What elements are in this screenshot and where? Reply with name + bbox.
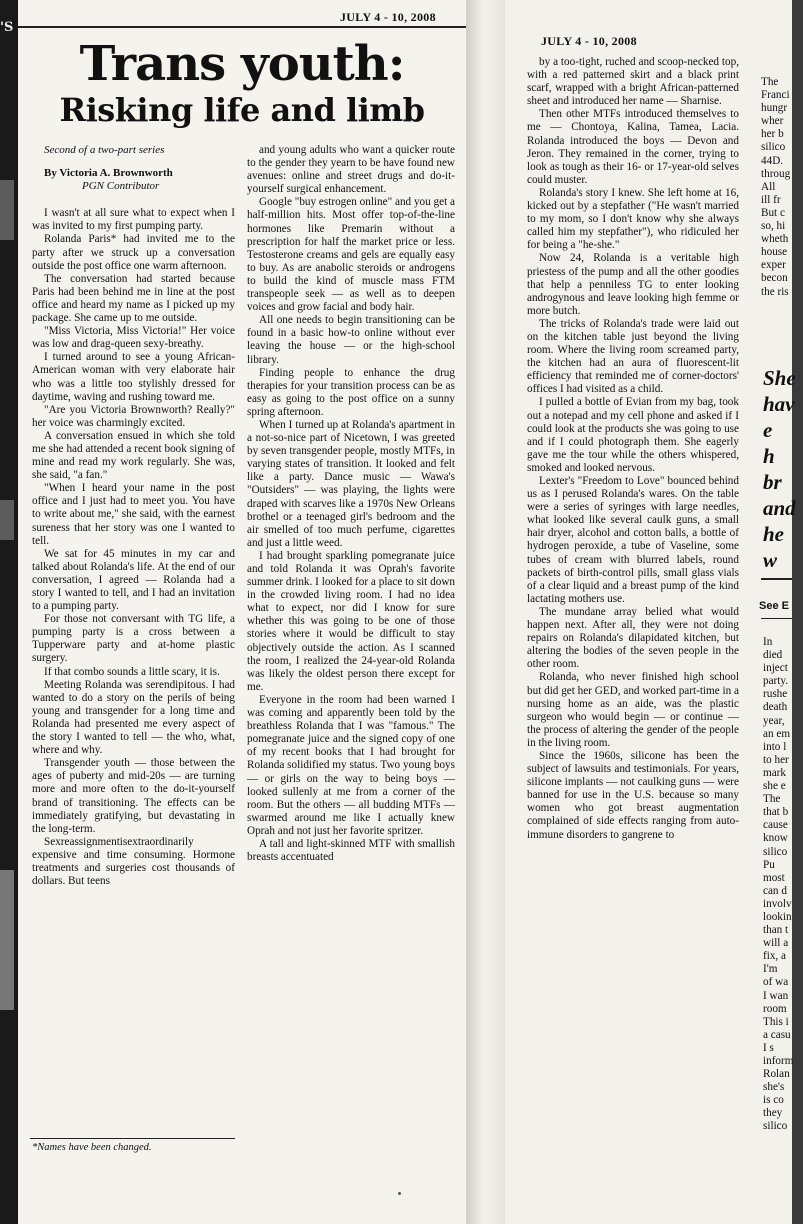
line-fragment: inject (763, 662, 788, 675)
paragraph: "Are you Victoria Brownworth? Really?" her voice was charmingly excited. (32, 403, 235, 429)
scan-smudge (0, 870, 14, 1010)
line-fragment: silico (761, 141, 786, 154)
line-fragment: can d (763, 884, 787, 897)
paragraph: Finding people to enhance the drug therapies for your transition process can be as easy as going to the post office on a sunny spring afternoon. (247, 366, 455, 418)
line-fragment: The (763, 793, 781, 806)
line-fragment: becon (761, 272, 788, 285)
line-fragment: wher (761, 115, 784, 128)
paragraph: Google "buy estrogen online" and you get a half-million hits. Most offer top-of-the-line hormones like Premarin without a prescription for half the market price or less. Testosterone creams and gels are equally easy to buy. As are anabolic steroids or androgens to build the kind of muscle mass FTM transpeople seek — as well as to deepen voices and grow facial and body hair. (247, 196, 455, 314)
paragraph: Rolanda Paris* had invited me to the party after we struck up a conversation outside the post office one warm afternoon. (32, 233, 235, 272)
pull-quote-line: and (763, 496, 796, 520)
line-fragment: house (761, 246, 788, 259)
paragraph: "When I heard your name in the post office and I just had to meet you. You have to write about me," she said, with the earnest sureness that her story was one I wanted to tell. (32, 482, 235, 547)
paragraph: Now 24, Rolanda is a veritable high priestess of the pump and all the other goodies that help a penniless TG to enter looking androgynous and leave looking high femme or more butch. (527, 252, 739, 317)
column-3-body (527, 56, 739, 842)
paragraph: Then other MTFs introduced themselves to me — Chontoya, Kalina, Tamea, Lacia. Rolanda introduced the boys — Devon and Jeron. They remained in the corner, trying to look as tough as their 16- or 17-year-old selves could muster. (527, 108, 739, 186)
column-2-body (247, 144, 455, 864)
pull-quote-line: She (763, 366, 796, 390)
line-fragment: of wa (763, 976, 789, 989)
footnote: *Names have been changed. (32, 1142, 152, 1153)
paragraph: Rolanda's story I knew. She left home at 16, kicked out by a stepfather ("He wasn't married to my mom, so I don't know why she always called him my stepfather"), who ridiculed her for being a "he-she." (527, 186, 739, 252)
paragraph: I pulled a bottle of Evian from my bag, took out a notepad and my cell phone and asked if I could look at the products she was going to use and if I could photograph them. She eagerly gave me the tour while the others whispered, smoked and looked nervous. (527, 396, 739, 474)
folio-rule (18, 26, 466, 28)
scan-speck (398, 1192, 401, 1195)
line-fragment: most (763, 871, 785, 884)
gutter-bar (0, 0, 18, 1224)
line-fragment: 44D. (761, 154, 784, 167)
page-fold (466, 0, 505, 1224)
paragraph: Meeting Rolanda was serendipitous. I had wanted to do a story on the perils of being young and transgender for a long time and Rolanda had presented me every aspect of the story I wanted to tell — the who, what, where and why. (32, 678, 235, 757)
paragraph: For those not conversant with TG life, a pumping party is a cross between a Tupperware party and at-home plastic surgery. (32, 613, 235, 665)
line-fragment: party. (763, 675, 789, 688)
line-fragment: the ris (761, 285, 789, 298)
paragraph: by a too-tight, ruched and scoop-necked top, with a red patterned skirt and a black print scarf, wrapped with a bright African-patterned sheet and introduced her name — Sharnise. (527, 56, 739, 108)
line-fragment: All (761, 180, 776, 193)
pull-quote-line: w (763, 548, 778, 572)
pull-quote-line: e (763, 418, 773, 442)
line-fragment: so, hi (761, 220, 786, 233)
byline-role: PGN Contributor (82, 180, 160, 193)
line-fragment: she's (763, 1081, 785, 1094)
headline-sub: Risking life and limb (59, 91, 425, 129)
line-fragment: to her (763, 753, 789, 766)
pull-quote (763, 365, 803, 573)
paragraph: I turned around to see a young African-American woman with very elaborate hair who was a little too stylishly dressed for daytime, waving and rushing toward me. (32, 351, 235, 403)
line-fragment: mark (763, 766, 786, 779)
line-fragment: her b (761, 128, 784, 141)
paragraph: The tricks of Rolanda's trade were laid out on the kitchen table just beyond the living room. Where the living room screamed party, the kitchen had an aura of fluorescent-lit efficiency that reminded me of corner-doctors' offices I had visited as a child. (527, 317, 739, 396)
line-fragment: I'm (763, 963, 778, 976)
line-fragment: is co (763, 1094, 784, 1107)
paragraph: When I turned up at Rolanda's apartment in a not-so-nice part of Nicetown, I was greeted by seven transgender people, mostly MTFs, in varying states of transition. It looked and felt like a party. Dance music — Wawa's "Outsiders" — was playing, the lights were draped with scarves like a 1970s New Orleans brothel or a teenaged girl's bedroom and the air smelled of too much perfume, cigarettes and just a little weed. (247, 418, 455, 549)
line-fragment: hungr (761, 102, 788, 115)
line-fragment: that b (763, 806, 789, 819)
paragraph: If that combo sounds a little scary, it is. (44, 665, 220, 678)
see-reference: See E (759, 600, 789, 612)
column-4-bottom-fragments (763, 636, 797, 1134)
line-fragment: But c (761, 206, 785, 219)
line-fragment: wheth (761, 233, 789, 246)
paragraph: Transgender youth — those between the ages of puberty and mid-20s — are turning more and more often to the do-it-yourself brand of transitioning. The effects can be immediately gratifying, but devastating in the long-term. (32, 757, 235, 835)
paragraph: All one needs to begin transitioning can be found in a basic how-to online without ever leaving the house — or the high-school library. (247, 314, 455, 366)
line-fragment: I s (763, 1041, 774, 1054)
line-fragment: than t (763, 924, 789, 937)
edge-fragment: 'S (0, 20, 14, 35)
paragraph: A tall and light-skinned MTF with smallish breasts accentuated (247, 837, 455, 864)
line-fragment: Pu (763, 858, 775, 871)
line-fragment: Rolan (763, 1068, 790, 1081)
page-folio-date: JULY 4 - 10, 2008 (340, 10, 436, 24)
page-folio-date-right: JULY 4 - 10, 2008 (541, 34, 637, 48)
paragraph: and young adults who want a quicker route to the gender they yearn to be have found new avenues: online and street drugs and do-it-yourself surgical enhancement. (247, 144, 455, 196)
pull-quote-line: br (763, 470, 782, 494)
paragraph: We sat for 45 minutes in my car and talked about Rolanda's life. At the end of our conversation, I agreed — Rolanda had a story I wanted to tell, and I had an invitation to a pumping party. (32, 547, 235, 613)
pull-quote-line: hav (763, 392, 795, 416)
pull-quote-text (763, 365, 803, 573)
line-fragment: year, (763, 714, 785, 727)
line-fragment: exper (761, 259, 786, 272)
line-fragment: room (763, 1002, 787, 1015)
article-column-3 (527, 56, 739, 842)
paragraph: Rolanda, who never finished high school but did get her GED, and worked part-time in a nursing home as an aide, was the plastic surgeon who would begin — or continue — the process of altering the gender of the people in the living room. (527, 671, 739, 749)
paragraph: A conversation ensued in which she told me she had attended a recent book signing of mine and read my work regularly. She was, she said, "a fan." (32, 429, 235, 482)
line-fragment: Franci (761, 89, 790, 102)
see-rule (761, 618, 792, 619)
line-fragment: rushe (763, 688, 788, 701)
paragraph: I wasn't at all sure what to expect when I was invited to my first pumping party. (32, 207, 235, 233)
right-newspaper-page (505, 0, 796, 1224)
paragraph: Everyone in the room had been warned I was coming and apparently been told by the breathless Rolanda that I was "famous." The pomegranate juice and the signed copy of one of my recent books that I had brought for Rolanda solidified my status. Two young boys — or girls on the way to being boys — looked sullenly at me from a corner of the room. But the others — all budding MTFs — swarmed around me like I actually knew Oprah and not just her favorite spritzer. (247, 693, 455, 837)
line-fragment: a casu (763, 1028, 791, 1041)
line-fragment: cause (763, 819, 788, 832)
line-fragment: inform (763, 1055, 794, 1067)
left-newspaper-page (18, 0, 466, 1224)
paragraph: Lexter's "Freedom to Love" bounced behind us as I perused Rolanda's wares. On the table were a series of syringes with large needles, what looked like several caulk guns, a small hair dryer, alcohol and cotton balls, a bottle of hydrogen peroxide, a tube of Vaseline, some tubes of cream with blurred labels, round packets of birth-control pills, small glass vials of a clear liquid and a breast pump of the kind lactating mothers use. (527, 475, 739, 605)
pull-quote-line: he (763, 522, 784, 546)
column-1-body (32, 207, 235, 888)
line-fragment: an em (763, 727, 791, 740)
line-fragment: silico (763, 1120, 788, 1133)
line-fragment: they (763, 1107, 783, 1120)
paragraph: "Miss Victoria, Miss Victoria!" Her voice was low and drag-queen sexy-breathy. (32, 325, 235, 351)
line-fragment: into l (763, 740, 787, 753)
pull-quote-rule (761, 578, 792, 580)
line-fragment: lookin (763, 910, 792, 923)
byline: By Victoria A. Brownworth (44, 167, 173, 180)
footnote-rule (30, 1138, 235, 1139)
paragraph: Sexreassignmentisextraordinarily expensive and time consuming. Hormone treatments and surgeries cost thousands of dollars. But teens (32, 835, 235, 888)
line-fragment: This i (763, 1015, 789, 1028)
article-column-4-top (761, 76, 801, 299)
line-fragment: fix, a (763, 950, 786, 963)
line-fragment: throug (761, 167, 791, 180)
scan-smudge (0, 180, 14, 240)
article-column-4-bottom (763, 636, 797, 1134)
line-fragment: died (763, 649, 783, 662)
paragraph: The conversation had started because Paris had been behind me in line at the post office and heard my name as I picked up my package. She came up to me outside. (32, 272, 235, 325)
line-fragment: The (761, 76, 779, 88)
line-fragment: ill fr (761, 193, 781, 206)
scan-smudge (0, 500, 14, 540)
line-fragment: involv (763, 897, 792, 910)
paragraph: The mundane array belied what would happen next. After all, they were not doing repairs on Rolanda's dilapidated kitchen, but altering the bodies of the seven people in the other room. (527, 605, 739, 671)
line-fragment: know (763, 832, 788, 845)
line-fragment: will a (763, 937, 789, 950)
pull-quote-line: h (763, 444, 775, 468)
series-label: Second of a two-part series (44, 144, 165, 156)
line-fragment: In (763, 636, 773, 648)
column-4-top-fragments (761, 76, 801, 299)
line-fragment: I wan (763, 989, 789, 1002)
paragraph: I had brought sparkling pomegranate juice and told Rolanda it was Oprah's favorite summer drink. I looked for a place to sit down in the crowded living room. I had no idea what to expect, nor did I know for sure whether this was going to be one of those stories where it would be difficult to stay objectively outside the action. As I scanned the room, I realized the 24-year-old Rolanda was likely the oldest person there except for me. (247, 549, 455, 693)
line-fragment: she e (763, 780, 786, 793)
article-column-2 (247, 144, 455, 864)
line-fragment: silico (763, 845, 788, 858)
article-column-1 (32, 144, 235, 888)
headline-main: Trans youth: (79, 36, 405, 92)
paragraph: Since the 1960s, silicone has been the subject of lawsuits and testimonials. For years, silicone implants — not caulking guns — were banned for use in the U.S. because so many women who got breast augmentation complained of side effects ranging from auto-immune disorders to gangrene to (527, 749, 739, 841)
line-fragment: death (763, 701, 788, 714)
